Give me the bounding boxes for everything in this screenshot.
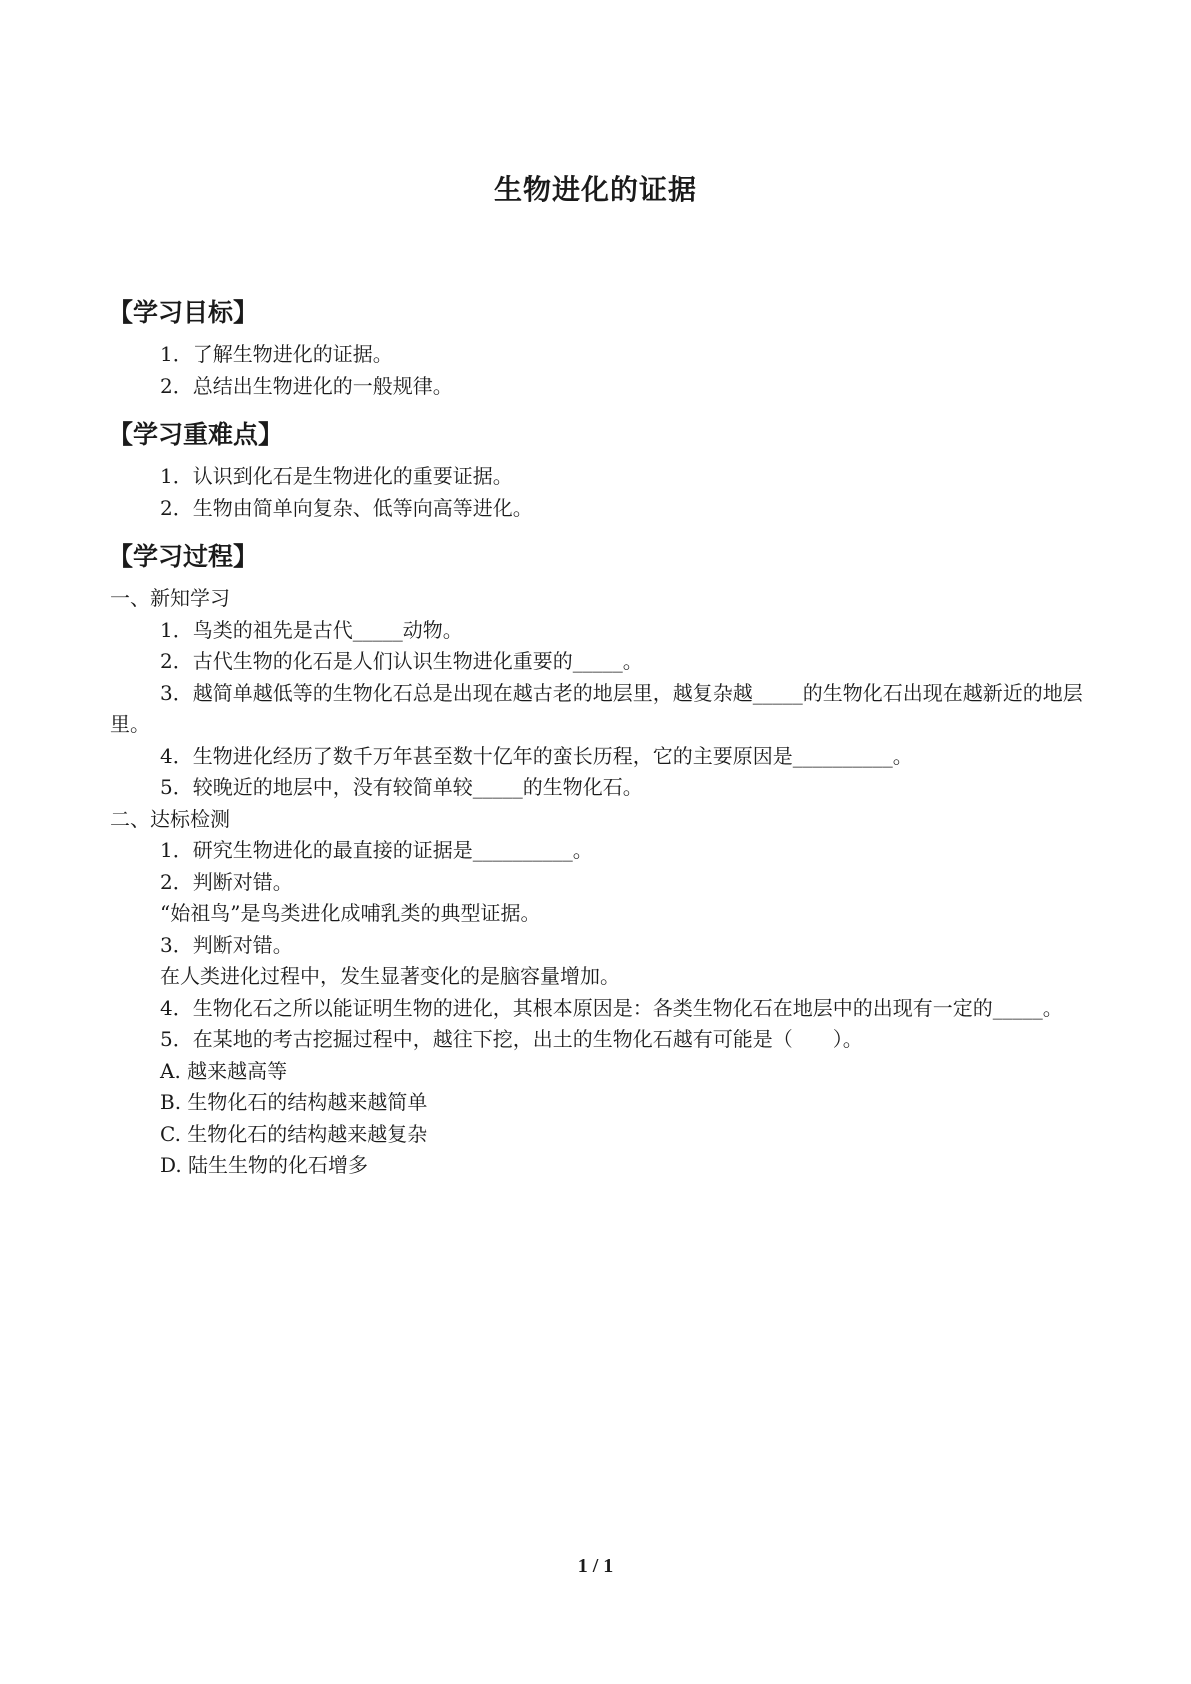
test-question-1: 1．研究生物进化的最直接的证据是__________。 xyxy=(160,838,593,862)
objectives-list xyxy=(110,339,1090,402)
test-question-3-statement: 在人类进化过程中，发生显著变化的是脑容量增加。 xyxy=(160,964,620,988)
key-points-list xyxy=(110,461,1090,524)
option-b: B. 生物化石的结构越来越简单 xyxy=(160,1090,428,1114)
question-item: 4．生物进化经历了数千万年甚至数十亿年的蛮长历程，它的主要原因是__________。 xyxy=(160,743,913,768)
part2-title: 二、达标检测 xyxy=(110,806,230,831)
test-question-3: 3．判断对错。 xyxy=(160,932,293,957)
option-d: D. 陆生生物的化石增多 xyxy=(160,1153,369,1177)
test-question-2: 2．判断对错。 xyxy=(160,869,293,894)
option-c: C. 生物化石的结构越来越复杂 xyxy=(160,1121,428,1146)
process-content xyxy=(110,583,1090,1182)
document-body xyxy=(110,296,1090,1182)
objective-item: 1．了解生物进化的证据。 xyxy=(160,342,393,366)
page-number: 1 / 1 xyxy=(577,1555,614,1577)
part1-title: 一、新知学习 xyxy=(110,586,230,610)
key-points-heading: 【学习重难点】 xyxy=(108,420,284,449)
question-item: 5．较晚近的地层中，没有较简单较_____的生物化石。 xyxy=(160,775,643,799)
page-title: 生物进化的证据 xyxy=(493,173,697,206)
question-item: 1．鸟类的祖先是古代_____动物。 xyxy=(160,617,463,642)
objectives-heading: 【学习目标】 xyxy=(108,298,259,327)
question-item: 3．越简单越低等的生物化石总是出现在越古老的地层里，越复杂越_____的生物化石出现在越新近的地层里。 xyxy=(110,680,1083,736)
question-item: 2．古代生物的化石是人们认识生物进化重要的_____。 xyxy=(160,649,643,673)
test-question-2-statement: “始祖鸟”是鸟类进化成哺乳类的典型证据。 xyxy=(160,901,541,925)
key-point-item: 2．生物由简单向复杂、低等向高等进化。 xyxy=(160,495,533,520)
objective-item: 2．总结出生物进化的一般规律。 xyxy=(160,373,453,398)
option-a: A. 越来越高等 xyxy=(160,1058,288,1083)
key-point-item: 1．认识到化石是生物进化的重要证据。 xyxy=(160,464,513,488)
test-question-5: 5．在某地的考古挖掘过程中，越往下挖，出土的生物化石越有可能是（ ）。 xyxy=(160,1027,863,1051)
test-question-4: 4．生物化石之所以能证明生物的进化，其根本原因是：各类生物化石在地层中的出现有一定的_____。 xyxy=(160,995,1063,1020)
process-heading: 【学习过程】 xyxy=(108,542,259,571)
